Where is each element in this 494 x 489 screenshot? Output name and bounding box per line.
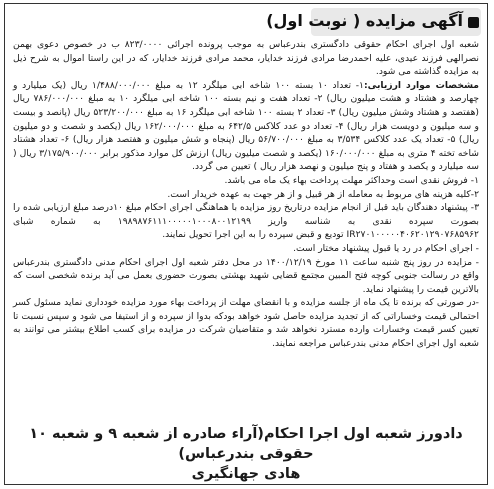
term-5: - مزایده در روز پنج شنبه ساعت ۱۱ مورخ ۱۴۰۰/۱۲/۱۹ در محل دفتر شعبه اول اجرای احکام مدنی دادگستری بندرعباس واقع در رسالت جنوبی کوچه فتح المبین مجتمع قضایی شهید بهشتی بصورت حضوری بعمل می آید برنده شخصی است که بالاترین قیمت را پیشنهاد نماید.	[13, 256, 479, 295]
specs-text: ۱- تعداد ۱۰ بسته ۱۰۰ شاخه ابی میلگرد ۱۲ به مبلغ ۱/۴۸۸/۰۰۰/۰۰۰ ریال (یک میلیارد و چهارصد و هشتاد و هشت میلیون ریال) ۲- تعداد هفت و نیم بسته ۱۰۰ شاخه ابی میلگرد ۱۰ به مبلغ ۷۸۶/۰۰۰/۰۰۰ ریال (هفتصد و هشتاد وشش میلیون ریال) ۳- تعداد ۲ بسته ۱۰۰ شاخه ابی میلگرد ۱۶ به مبلغ ۵۲۳/۲۰۰/۰۰۰ ریال (پانصد و بیست و سه میلیون و دویست هزار ریال) ۴- تعداد دو عدد کلاکس ۶۴۲/۵ به مبلغ ۱۶۲/۰۰۰/۰۰۰ ریال (یکصد و شصت و دو میلیون ریال) ۵- تعداد یک عدد کلاکس ۳/۵۳۴ به مبلغ ۵۶/۷۰۰/۰۰۰ ریال (پنجاه و شش میلیون و هفتصد هزار ریال) ۶- تعداد هشتاد شاخه تخته ۴ متری به مبلغ ۱۶۰/۰۰۰/۰۰۰ (یکصد و شصت میلیون ریال) ارزش کل موارد مذکور برابر ۳/۱۷۵/۹۰۰/۰۰۰ ریال ( سه میلیارد و یکصد و هفتاد و پنج میلیون و نهصد هزار ریال ) تعیین می گردد.	[13, 79, 479, 173]
term-1: ۱- فروش نقدی است وحداکثر مهلت پرداخت بهاء یک ماه می باشد.	[224, 174, 479, 186]
term-6: -در صورتی که برنده تا یک ماه از جلسه مزایده و با انقضای مهلت از پرداخت بهاء مورد مزایده خودداری نماید مسئول کسر احتمالی قیمت وخساراتی که از تجدید مزایده حاصل شود خواهد بودکه بدوا از سپرده و از استیفا می شود و سپس نسبت تا تعیین کسر قیمت وخسارات وارده مسترد نخواهد شد و متقاضیان شرکت در مزایده برای کسب اطلاع بیشتر می توانند به شعبه اول اجرای احکام مدنی بندرعباس مراجعه نمایند.	[13, 297, 479, 350]
intro-paragraph: شعبه اول اجرای احکام حقوقی دادگستری بندرعباس به موجب پرونده اجرائی ۸۲۳/۰۰۰۰ ب در خصوص دعوی بهمن نصرالهی فرزند عیدی، علیه احمدرضا مرادی فرزند خدایار، محمد مرادی فرزند خدایار، که در این راستا اموال به شرح ذیل به مزایده گذاشته می شود.	[13, 39, 480, 78]
specs-paragraph	[13, 79, 479, 174]
title-banner	[266, 8, 481, 36]
signer-name: هادی جهانگیری	[191, 466, 301, 482]
term-2: ۲-کلیه هزینه های مربوط به معامله از هر قبیل و از هر جهت به عهده خریدار است.	[167, 188, 479, 200]
term-3: ۳- پیشنهاد دهندگان باید قبل از انجام مزایده درتاریخ روز مزایده با هماهنگی اجرای احکام مبلغ ۱۰درصد مبلغ ارزیابی شده را بصورت سپرده نقدی به شناسه واریز ۱۹۸۹۸۷۶۱۱۱۰۰۰۰۰۱۰۰۰۸۰۰۱۲۱۹۹ به شماره شبای IR۲۷۰۱۰۰۰۰۰۴۰۶۲۰۱۲۹۰۷۶۸۵۹۶۲ تودیع و قبض سپرده را به این اجرا تحویل نمایند.	[13, 202, 479, 241]
auction-notice	[4, 3, 488, 485]
signer-title: دادورز شعبه اول اجرا احکام(آراء صادره از شعبه ۹ و شعبه ۱۰ حقوقی بندرعباس)	[29, 426, 463, 462]
notice-title: آگهی مزایده ( نوبت اول)	[266, 11, 463, 30]
square-bullet-icon	[468, 17, 479, 28]
term-4: - اجرای احکام در رد یا قبول پیشنهاد مختار است.	[293, 242, 479, 254]
specs-label: مشخصات موارد ارزیابی:	[363, 79, 479, 91]
signature-block	[13, 424, 479, 484]
notice-body	[13, 38, 479, 351]
